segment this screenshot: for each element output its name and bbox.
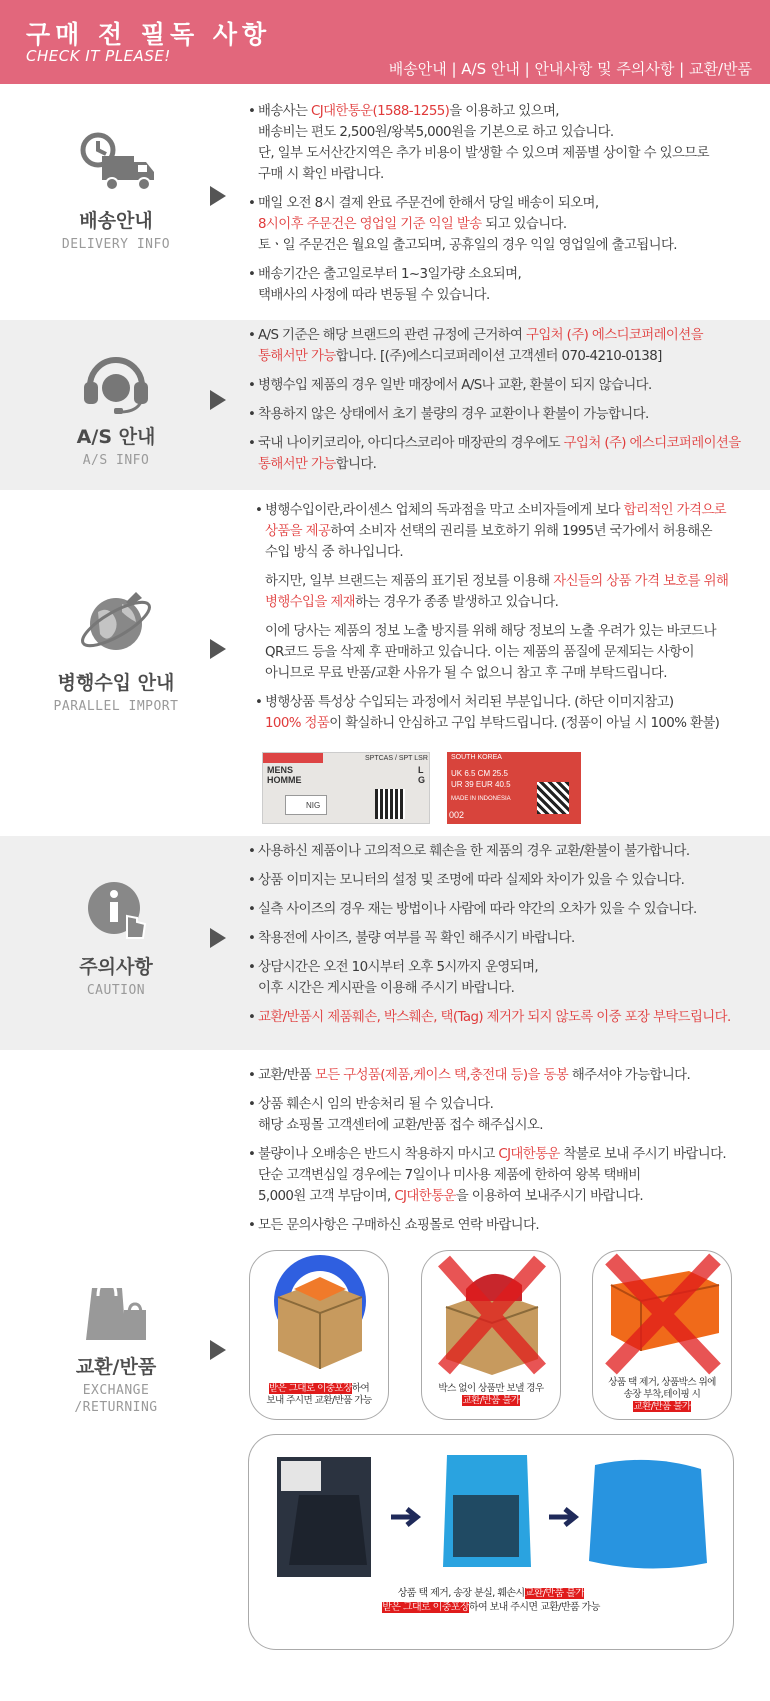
parallel-bullet xyxy=(255,692,765,734)
caution-bullet xyxy=(248,1007,758,1028)
as-heading xyxy=(0,352,232,469)
section-nav: 배송안내 | A/S 안내 | 안내사항 및 주의사항 | 교환/반품 xyxy=(388,60,752,78)
text-segment: 단순 고객변심일 경우에는 7일이나 미사용 제품에 한하여 왕복 택배비 xyxy=(258,1168,641,1183)
highlight-text: CJ대한통운 xyxy=(498,1147,560,1162)
caption-text: 하여 xyxy=(351,1383,370,1394)
text-line xyxy=(248,101,758,122)
tag-text: UK 6.5 CM 25.5 xyxy=(451,769,508,778)
text-segment: 교환/반품 xyxy=(258,1068,315,1083)
delivery-content xyxy=(248,101,758,314)
arrow-icon xyxy=(210,390,226,410)
caution-content xyxy=(248,841,758,1036)
text-segment: 이에 당사는 제품의 정보 노출 방지를 위해 해당 정보의 노출 우려가 있는 바코드나 xyxy=(265,624,716,639)
text-line xyxy=(255,500,765,521)
packaging-steps-icon xyxy=(249,1435,734,1585)
exchange-title-en xyxy=(0,1382,232,1416)
caption xyxy=(422,1383,560,1407)
arrow-icon xyxy=(210,639,226,659)
caution-title-en: CAUTION xyxy=(86,983,146,998)
caption-highlight: 받은 그대로 이중포장 xyxy=(382,1602,469,1613)
caution-heading xyxy=(0,878,232,999)
text-line xyxy=(248,325,758,346)
caption-highlight: 교환/반품 불가 xyxy=(633,1401,691,1412)
text-segment: 토ㆍ일 주문건은 월요일 출고되며, 공휴일의 경우 익일 영업일에 출고됩니다. xyxy=(258,238,677,253)
tag-text: SOUTH KOREA xyxy=(451,754,502,761)
tag-text: HOMME xyxy=(267,775,302,785)
text-segment: 단, 일부 도서산간지역은 추가 비용이 발생할 수 있으며 제품별 상이할 수 있으므로 xyxy=(258,146,709,161)
text-segment: 배송기간은 출고일로부터 1~3일가량 소요되며, xyxy=(258,267,522,282)
caption-text: 보내 주시면 교환/반품 가능 xyxy=(266,1395,372,1406)
text-line xyxy=(248,433,758,454)
text-segment: 아니므로 무료 반품/교환 사유가 될 수 없으니 참고 후 구매 부탁드립니다. xyxy=(265,666,667,681)
text-line xyxy=(248,978,758,999)
as-bullet xyxy=(248,404,758,425)
arrow-icon xyxy=(210,928,226,948)
text-segment: 택배사의 사정에 따라 변동될 수 있습니다. xyxy=(258,288,490,303)
tag-text: 002 xyxy=(449,810,465,820)
highlight-text: 구입처 (주) 에스디코퍼레이션을 xyxy=(526,328,703,343)
parallel-heading xyxy=(0,586,232,715)
caption-highlight: 교환/반품 불가 xyxy=(462,1395,520,1406)
caution-bullet xyxy=(248,957,758,999)
text-line xyxy=(248,957,758,978)
text-line xyxy=(248,404,758,425)
highlight-text: 구입처 (주) 에스디코퍼레이션을 xyxy=(563,436,741,451)
product-tag-image-1 xyxy=(262,752,430,824)
parallel-title-kr: 병행수입 안내 xyxy=(57,672,175,694)
delivery-bullet xyxy=(248,193,758,256)
caption xyxy=(249,1587,733,1615)
delivery-bullet xyxy=(248,264,758,306)
parallel-paragraph xyxy=(255,571,765,613)
text-line xyxy=(255,642,765,663)
caption-text: 상품 택 제거, 송장 분실, 훼손시 xyxy=(397,1588,525,1599)
text-segment: 이후 시간은 게시판을 이용해 주시기 바랍니다. xyxy=(258,981,515,996)
exchange-title-en-line2: /RETURNING xyxy=(74,1400,158,1415)
caption xyxy=(593,1377,731,1413)
text-line xyxy=(248,346,758,367)
text-line xyxy=(248,264,758,285)
product-tag-image-2 xyxy=(447,752,581,824)
parallel-content xyxy=(255,500,765,742)
page-subtitle: CHECK IT PLEASE! xyxy=(26,47,171,65)
exchange-content xyxy=(248,1065,758,1244)
text-segment: 을 이용하고 있으며, xyxy=(449,104,559,119)
highlight-text: 모든 구성품(제품,케이스 택,충전대 등)을 동봉 xyxy=(314,1068,569,1083)
text-line xyxy=(255,692,765,713)
highlight-text: 통해서만 가능 xyxy=(258,457,336,472)
caption-text: 상품 택 제거, 상품박스 위에 xyxy=(608,1377,716,1388)
text-segment: 실측 사이즈의 경우 재는 방법이나 사람에 따라 약간의 오차가 있을 수 있습니다. xyxy=(258,902,697,917)
caution-bullet xyxy=(248,928,758,949)
exchange-bullet xyxy=(248,1144,758,1207)
text-segment: 되고 있습니다. xyxy=(481,217,567,232)
highlight-text: 상품을 제공 xyxy=(265,524,331,539)
text-line xyxy=(248,193,758,214)
tag-text: NIG xyxy=(285,795,327,815)
as-content xyxy=(248,325,758,483)
tag-text: MENS xyxy=(267,765,294,775)
text-line xyxy=(248,1186,758,1207)
text-segment: 합니다. xyxy=(335,457,377,472)
text-segment: 병행수입이란,라이센스 업체의 독과점을 막고 소비자들에게 보다 xyxy=(265,503,624,518)
text-segment: 사용하신 제품이나 고의적으로 훼손을 한 제품의 경우 교환/환불이 불가합니다. xyxy=(258,844,690,859)
highlight-text: 통해서만 가능 xyxy=(258,349,336,364)
exchange-bullet xyxy=(248,1065,758,1086)
text-segment: 모든 문의사항은 구매하신 쇼핑몰로 연락 바랍니다. xyxy=(258,1218,539,1233)
text-line xyxy=(248,1094,758,1115)
text-segment: 병행상품 특성상 수입되는 과정에서 처리된 부분입니다. (하단 이미지참고) xyxy=(265,695,674,710)
highlight-text: 합리적인 가격으로 xyxy=(623,503,726,518)
exchange-title-en-line1: EXCHANGE xyxy=(82,1383,150,1398)
caution-section xyxy=(0,836,770,1050)
tag-text: UR 39 EUR 40.5 xyxy=(451,780,511,789)
text-segment: 착용전에 사이즈, 불량 여부를 꼭 확인 해주시기 바랍니다. xyxy=(258,931,575,946)
text-line xyxy=(248,1144,758,1165)
caption-highlight: 받은 그대로 이중포장 xyxy=(268,1383,352,1394)
text-segment: 착용하지 않은 상태에서 초기 불량의 경우 교환이나 환불이 가능합니다. xyxy=(258,407,649,422)
caption-text: 하여 보내 주시면 교환/반품 가능 xyxy=(468,1602,600,1613)
text-segment: 구매 시 확인 바랍니다. xyxy=(258,167,384,182)
text-segment: 상품 이미지는 모니터의 설정 및 조명에 따라 실제와 차이가 있을 수 있습니다. xyxy=(258,873,685,888)
exchange-heading xyxy=(0,1280,232,1416)
label-on-box-not-allowed-image xyxy=(592,1250,732,1420)
text-segment: A/S 기준은 해당 브랜드의 관련 규정에 근거하여 xyxy=(258,328,527,343)
text-segment: 배송비는 편도 2,500원/왕복5,000원을 기본으로 하고 있습니다. xyxy=(258,125,614,140)
text-line xyxy=(248,285,758,306)
highlight-text: 자신들의 상품 가격 보호를 위해 xyxy=(553,574,729,589)
delivery-heading xyxy=(0,132,232,253)
tag-text: SPTCAS / SPT LSR xyxy=(365,755,428,762)
text-segment: 병행수입 제품의 경우 일반 매장에서 A/S나 교환, 환불이 되지 않습니다. xyxy=(258,378,652,393)
text-line xyxy=(248,1115,758,1136)
as-bullet xyxy=(248,433,758,475)
delivery-truck-icon xyxy=(76,132,156,198)
highlight-text: 100% 정품 xyxy=(265,716,330,731)
text-segment: 착불로 보내 주시기 바랍니다. xyxy=(559,1147,727,1162)
delivery-title-en: DELIVERY INFO xyxy=(61,237,171,252)
text-line xyxy=(255,663,765,684)
highlight-text: 8시이후 주문건은 영업일 기준 익일 발송 xyxy=(258,217,482,232)
text-line xyxy=(248,1215,758,1236)
caption xyxy=(250,1383,388,1407)
info-hand-icon xyxy=(81,878,151,944)
text-segment: 하지만, 일부 브랜드는 제품의 표기된 정보를 이용해 xyxy=(265,574,554,589)
shopping-bag-icon xyxy=(78,1280,154,1344)
qr-code-icon xyxy=(375,789,405,819)
text-segment: 하는 경우가 종종 발생하고 있습니다. xyxy=(355,595,559,610)
text-segment: 해당 쇼핑몰 고객센터에 교환/반품 접수 해주십시오. xyxy=(258,1118,543,1133)
text-segment: 하여 소비자 선택의 권리를 보호하기 위해 1995년 국가에서 허용해온 xyxy=(330,524,712,539)
caution-bullet xyxy=(248,870,758,891)
highlight-text: CJ대한통운 xyxy=(394,1189,456,1204)
text-line xyxy=(248,841,758,862)
no-box-not-allowed-image xyxy=(421,1250,561,1420)
tag-text: G xyxy=(418,775,426,785)
text-segment: 상담시간은 오전 10시부터 오후 5시까지 운영되며, xyxy=(258,960,539,975)
text-segment: 수입 방식 중 하나입니다. xyxy=(265,545,403,560)
text-line xyxy=(248,1165,758,1186)
text-line xyxy=(248,143,758,164)
globe-plane-icon xyxy=(76,586,156,660)
as-title-en: A/S INFO xyxy=(82,453,150,468)
shoebox-with-x-icon xyxy=(593,1251,732,1381)
double-packaging-ok-image xyxy=(249,1250,389,1420)
text-line xyxy=(248,1065,758,1086)
header-banner xyxy=(0,0,770,84)
page-title: 구매 전 필독 사항 xyxy=(26,20,272,49)
text-segment: 불량이나 오배송은 반드시 착용하지 마시고 xyxy=(258,1147,499,1162)
parallel-bullet xyxy=(255,500,765,563)
text-segment: 합니다. [(주)에스디코퍼레이션 고객센터 070-4210-0138] xyxy=(335,349,662,364)
text-line xyxy=(248,899,758,920)
text-segment: 5,000원 고객 부담이며, xyxy=(258,1189,395,1204)
as-section xyxy=(0,320,770,490)
text-line xyxy=(248,928,758,949)
packaging-steps-image xyxy=(248,1434,734,1650)
text-line xyxy=(248,122,758,143)
caption-highlight: 교환/반품 불가 xyxy=(524,1588,585,1599)
tag-text: MADE IN INDONESIA xyxy=(451,796,511,802)
as-bullet xyxy=(248,375,758,396)
text-segment: 국내 나이키코리아, 아디다스코리아 매장판의 경우에도 xyxy=(258,436,564,451)
headset-icon xyxy=(80,352,152,414)
text-segment: 상품 훼손시 임의 반송처리 될 수 있습니다. xyxy=(258,1097,494,1112)
delivery-section xyxy=(0,84,770,320)
text-line xyxy=(248,375,758,396)
text-line xyxy=(248,454,758,475)
exchange-title-kr: 교환/반품 xyxy=(75,1356,157,1378)
caption-text: 송장 부착,테이핑 시 xyxy=(623,1389,701,1400)
box-in-box-icon xyxy=(250,1251,389,1381)
text-line xyxy=(255,713,765,734)
text-segment: 을 이용하여 보내주시기 바랍니다. xyxy=(455,1189,644,1204)
exchange-bullet xyxy=(248,1094,758,1136)
text-segment: QR코드 등을 삭제 후 판매하고 있습니다. 이는 제품의 품질에 문제되는 사항이 xyxy=(265,645,694,660)
tag-text: L xyxy=(418,765,424,775)
text-line xyxy=(255,521,765,542)
text-line xyxy=(255,571,765,592)
exchange-bullet xyxy=(248,1215,758,1236)
text-line xyxy=(248,235,758,256)
delivery-bullet xyxy=(248,101,758,185)
text-segment: 배송사는 xyxy=(258,104,311,119)
text-segment: 해주셔야 가능합니다. xyxy=(568,1068,691,1083)
caution-bullet xyxy=(248,899,758,920)
text-line xyxy=(248,870,758,891)
text-line xyxy=(248,164,758,185)
text-line xyxy=(248,1007,758,1028)
parallel-paragraph xyxy=(255,621,765,684)
highlight-text: 병행수입을 제재 xyxy=(265,595,356,610)
delivery-title-kr: 배송안내 xyxy=(79,210,153,232)
box-with-x-icon xyxy=(422,1251,561,1381)
text-segment: 매일 오전 8시 결제 완료 주문건에 한해서 당일 배송이 되오며, xyxy=(258,196,599,211)
text-segment: 이 확실하니 안심하고 구입 부탁드립니다. (정품이 아닐 시 100% 환불) xyxy=(329,716,720,731)
qr-code-icon xyxy=(537,782,569,814)
highlight-text: CJ대한통운(1588-1255) xyxy=(311,104,450,119)
text-line xyxy=(255,621,765,642)
caution-title-kr: 주의사항 xyxy=(79,956,153,978)
arrow-icon xyxy=(210,1340,226,1360)
arrow-icon xyxy=(210,186,226,206)
parallel-title-en: PARALLEL IMPORT xyxy=(53,699,179,714)
text-line xyxy=(255,592,765,613)
caption-text: 박스 없이 상품만 보낼 경우 xyxy=(438,1383,544,1394)
as-title-kr: A/S 안내 xyxy=(76,426,156,448)
text-line xyxy=(255,542,765,563)
text-line xyxy=(248,214,758,235)
as-bullet xyxy=(248,325,758,367)
text-segment: 교환/반품시 제품훼손, 박스훼손, 택(Tag) 제거가 되지 않도록 이중 포장 부탁드립니다. xyxy=(258,1010,731,1025)
caution-bullet xyxy=(248,841,758,862)
